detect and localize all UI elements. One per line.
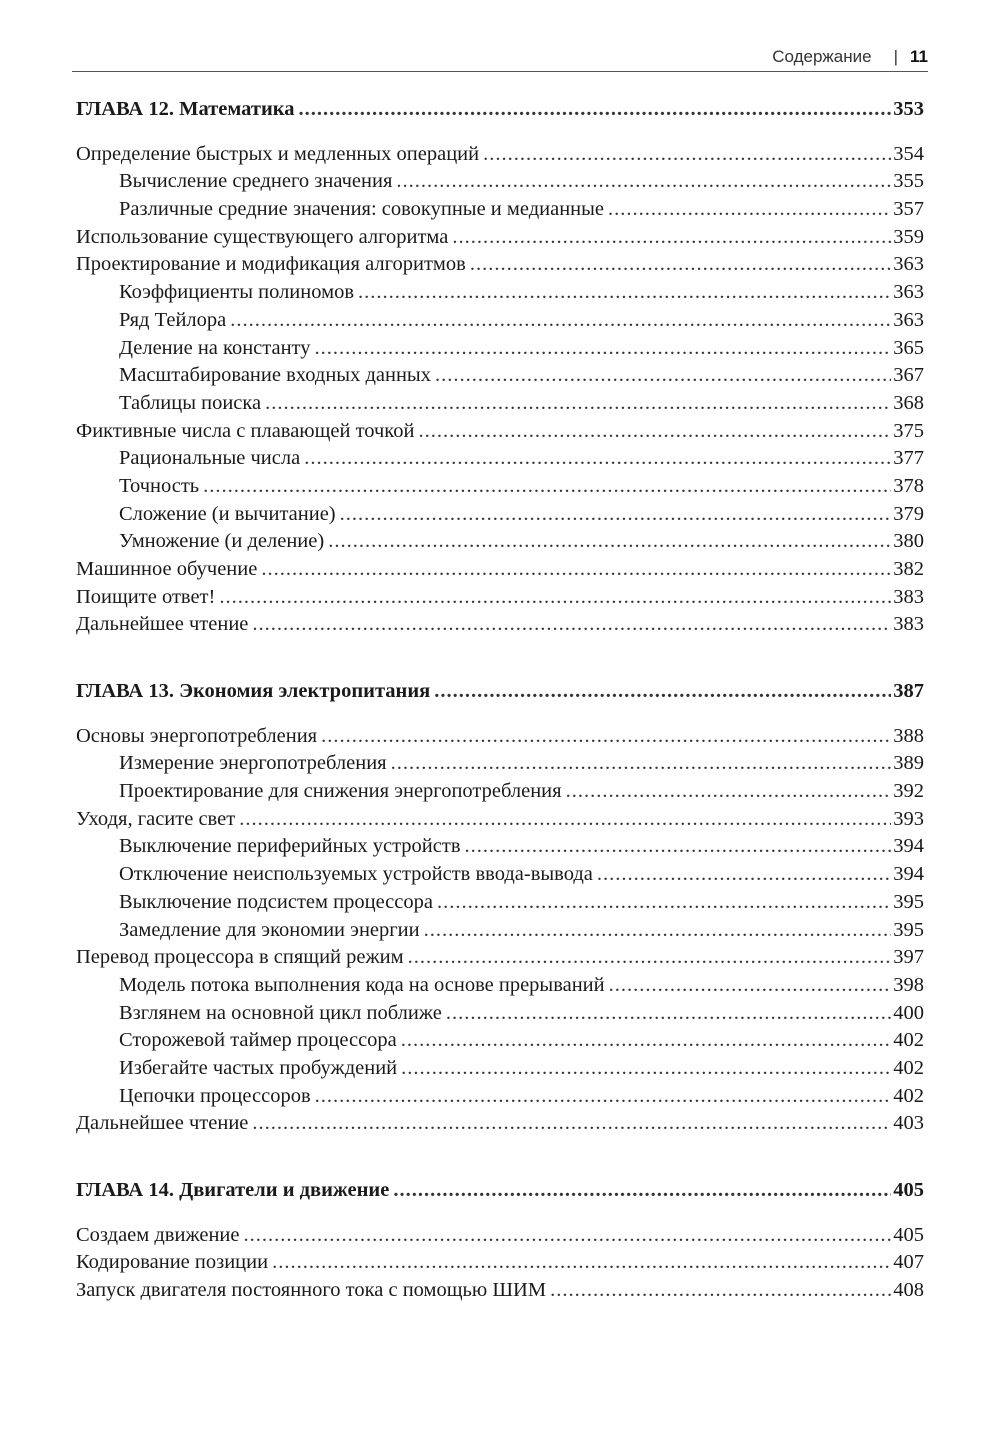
entry-page: 377: [893, 447, 924, 470]
chapter-heading[interactable]: [76, 1177, 924, 1205]
dot-leader: [358, 279, 891, 307]
entry-page: 402: [893, 1056, 924, 1079]
toc-entry[interactable]: [76, 418, 924, 446]
chapter-page: 405: [893, 1179, 924, 1201]
entry-page: 402: [893, 1084, 924, 1107]
dot-leader: [304, 445, 891, 473]
toc-entry[interactable]: [76, 224, 924, 252]
dot-leader: [408, 944, 892, 972]
entry-page: 407: [893, 1251, 924, 1274]
entry-page: 393: [893, 807, 924, 830]
entry-title: Выключение подсистем процессора: [119, 890, 433, 913]
dot-leader: [391, 750, 892, 778]
entry-title: Различные средние значения: совокупные и медианные: [119, 198, 605, 221]
entry-page: 378: [893, 474, 924, 497]
toc-subentry[interactable]: [76, 279, 924, 307]
entry-page: 400: [893, 1001, 924, 1024]
entry-page: 397: [893, 946, 924, 969]
entry-title: Сторожевой таймер процессора: [119, 1029, 397, 1052]
entry-page: 392: [893, 780, 924, 803]
entry-page: 355: [893, 170, 924, 193]
entry-title: Дальнейшее чтение: [76, 1112, 249, 1135]
toc-subentry[interactable]: [76, 335, 924, 363]
dot-leader: [418, 418, 891, 446]
toc-subentry[interactable]: [76, 196, 924, 224]
dot-leader: [396, 168, 891, 196]
entry-page: 382: [893, 558, 924, 580]
dot-leader: [465, 833, 892, 861]
entry-title: Фиктивные числа с плавающей точкой: [76, 419, 415, 442]
entry-title: Цепочки процессоров: [119, 1084, 311, 1107]
entry-title: Машинное обучение: [76, 558, 258, 580]
chapter-title: ГЛАВА 12. Математика: [76, 98, 295, 120]
toc-subentry[interactable]: [76, 528, 924, 556]
entry-title: Ряд Тейлора: [119, 308, 227, 331]
toc-entry[interactable]: [76, 723, 924, 751]
dot-leader: [566, 778, 892, 806]
entry-title: Использование существующего алгоритма: [76, 225, 449, 248]
dot-leader: [315, 1083, 892, 1111]
entry-title: Деление на константу: [119, 336, 311, 359]
entry-title: Перевод процессора в спящий режим: [76, 946, 404, 969]
toc-subentry[interactable]: [76, 889, 924, 917]
entry-page: 403: [893, 1112, 924, 1135]
entry-title: Дальнейшее чтение: [76, 613, 249, 636]
entry-title: Умножение (и деление): [119, 530, 325, 553]
toc-subentry[interactable]: [76, 501, 924, 529]
entry-title: Определение быстрых и медленных операций: [76, 142, 480, 165]
running-header: [72, 46, 928, 68]
dot-leader: [203, 473, 891, 501]
entry-title: Коэффициенты полиномов: [119, 281, 354, 304]
chapter-page: 387: [893, 680, 924, 702]
entry-title: Проектирование для снижения энергопотребления: [119, 780, 562, 803]
entry-page: 402: [893, 1029, 924, 1052]
entry-title: Сложение (и вычитание): [119, 502, 336, 525]
entry-page: 394: [893, 863, 924, 886]
entry-title: Масштабирование входных данных: [119, 364, 431, 387]
toc-subentry[interactable]: [76, 1055, 924, 1083]
entry-title: Замедление для экономии энергии: [119, 918, 420, 941]
dot-leader: [401, 1027, 891, 1055]
header-rule: [72, 71, 928, 72]
toc-entry[interactable]: [76, 1110, 924, 1138]
entry-title: Точность: [119, 474, 200, 497]
dot-leader: [434, 678, 891, 706]
header-page-number: 11: [910, 47, 928, 66]
toc-subentry[interactable]: [76, 445, 924, 473]
entry-page: 394: [893, 835, 924, 858]
dot-leader: [219, 584, 891, 612]
dot-leader: [244, 1222, 892, 1250]
toc-subentry[interactable]: [76, 1027, 924, 1055]
entry-page: 375: [893, 419, 924, 442]
dot-leader: [314, 335, 891, 363]
toc-subentry[interactable]: [76, 307, 924, 335]
entry-page: 359: [893, 225, 924, 248]
entry-title: Рациональные числа: [119, 447, 301, 470]
dot-leader: [609, 972, 892, 1000]
entry-title: Взглянем на основной цикл поближе: [119, 1001, 442, 1024]
entry-page: 368: [893, 391, 924, 414]
dot-leader: [328, 528, 891, 556]
toc-entry[interactable]: [76, 1249, 924, 1277]
dot-leader: [321, 723, 891, 751]
dot-leader: [261, 556, 891, 584]
dot-leader: [252, 1110, 891, 1138]
toc-entry[interactable]: [76, 1222, 924, 1250]
entry-title: Создаем движение: [76, 1223, 240, 1246]
dot-leader: [239, 806, 891, 834]
entry-page: 388: [893, 724, 924, 747]
entry-page: 395: [893, 918, 924, 941]
entry-title: Выключение периферийных устройств: [119, 835, 461, 858]
dot-leader: [424, 917, 892, 945]
entry-title: Вычисление среднего значения: [119, 170, 393, 193]
dot-leader: [550, 1277, 891, 1305]
entry-page: 383: [893, 613, 924, 636]
dot-leader: [435, 362, 891, 390]
entry-title: Проектирование и модификация алгоритмов: [76, 253, 466, 276]
dot-leader: [230, 307, 891, 335]
entry-page: 383: [893, 585, 924, 608]
entry-page: 408: [893, 1279, 924, 1302]
entry-title: Таблицы поиска: [119, 391, 262, 414]
dot-leader: [272, 1249, 891, 1277]
entry-title: Поищите ответ!: [76, 585, 216, 608]
entry-title: Уходя, гасите свет: [76, 807, 236, 830]
chapter-heading[interactable]: [76, 678, 924, 706]
dot-leader: [265, 390, 891, 418]
dot-leader: [483, 141, 891, 169]
entry-title: Запуск двигателя постоянного тока с помощью ШИМ: [76, 1279, 547, 1302]
entry-page: 357: [893, 198, 924, 221]
toc-subentry[interactable]: [76, 390, 924, 418]
chapter-title: ГЛАВА 14. Двигатели и движение: [76, 1179, 390, 1201]
entry-page: 363: [893, 281, 924, 304]
toc-subentry[interactable]: [76, 1083, 924, 1111]
toc-entry[interactable]: [76, 141, 924, 169]
entry-page: 365: [893, 336, 924, 359]
header-separator: |: [893, 47, 899, 66]
entry-page: 398: [893, 973, 924, 996]
toc-subentry[interactable]: [76, 778, 924, 806]
entry-page: 363: [893, 308, 924, 331]
toc-subentry[interactable]: [76, 972, 924, 1000]
entry-page: 395: [893, 890, 924, 913]
toc-subentry[interactable]: [76, 861, 924, 889]
toc-subentry[interactable]: [76, 473, 924, 501]
entry-page: 405: [893, 1223, 924, 1246]
entry-title: Измерение энергопотребления: [119, 752, 387, 775]
dot-leader: [446, 1000, 891, 1028]
entry-page: 367: [893, 364, 924, 387]
entry-page: 380: [893, 530, 924, 553]
toc-entry[interactable]: [76, 1277, 924, 1305]
dot-leader: [252, 611, 891, 639]
chapter-heading[interactable]: [76, 96, 924, 124]
toc-entry[interactable]: [76, 611, 924, 639]
dot-leader: [597, 861, 891, 889]
dot-leader: [437, 889, 891, 917]
dot-leader: [470, 251, 891, 279]
entry-page: 379: [893, 502, 924, 525]
dot-leader: [452, 224, 891, 252]
entry-title: Избегайте частых пробуждений: [119, 1056, 398, 1079]
entry-title: Основы энергопотребления: [76, 724, 318, 747]
toc-chapter-12: [76, 96, 924, 639]
dot-leader: [299, 96, 892, 124]
toc-entry[interactable]: [76, 806, 924, 834]
toc-chapter-13: [76, 678, 924, 1138]
toc-entry[interactable]: [76, 944, 924, 972]
toc-chapter-14: [76, 1177, 924, 1305]
toc-subentry[interactable]: [76, 362, 924, 390]
entry-page: 389: [893, 752, 924, 775]
entry-page: 363: [893, 253, 924, 276]
toc-subentry[interactable]: [76, 833, 924, 861]
dot-leader: [340, 501, 892, 529]
entry-title: Кодирование позиции: [76, 1251, 269, 1274]
chapter-title: ГЛАВА 13. Экономия электропитания: [76, 680, 431, 702]
chapter-page: 353: [893, 98, 924, 120]
toc-entry[interactable]: [76, 251, 924, 279]
header-section-title: Содержание: [772, 47, 872, 66]
entry-title: Отключение неиспользуемых устройств ввода-вывода: [119, 863, 593, 886]
dot-leader: [401, 1055, 891, 1083]
toc-subentry[interactable]: [76, 917, 924, 945]
dot-leader: [608, 196, 891, 224]
toc-subentry[interactable]: [76, 168, 924, 196]
toc-subentry[interactable]: [76, 750, 924, 778]
entry-page: 354: [893, 142, 924, 165]
entry-title: Модель потока выполнения кода на основе прерываний: [119, 973, 605, 996]
toc-subentry[interactable]: [76, 1000, 924, 1028]
toc-entry[interactable]: [76, 556, 924, 584]
dot-leader: [393, 1177, 891, 1205]
toc-entry[interactable]: [76, 584, 924, 612]
